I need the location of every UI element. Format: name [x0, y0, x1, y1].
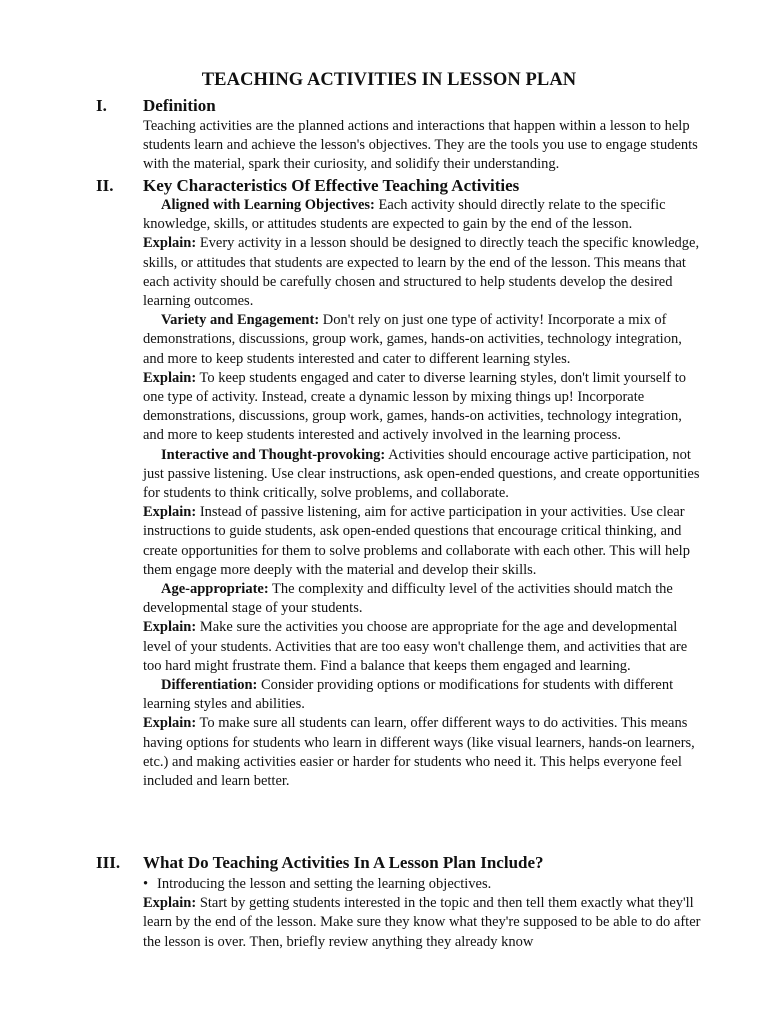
explain-label: Explain:: [143, 715, 197, 732]
include-text: Introducing the lesson and setting the learning objectives.: [157, 876, 492, 892]
explain-text: Every activity in a lesson should be designed to directly teach the specific knowledge, skills, or attitudes that students are expected to learn by the end of the lesson. This means that each activity should be carefully chosen and structured to help students develop the desired learning outcomes.: [143, 235, 700, 310]
characteristic-item: [143, 196, 703, 234]
characteristic-label: Age-appropriate:: [161, 581, 269, 598]
characteristic-item: [143, 676, 703, 714]
explain-paragraph: [143, 234, 703, 311]
section-2-title: Key Characteristics Of Effective Teaching Activities: [143, 176, 520, 195]
explain-text: Make sure the activities you choose are appropriate for the age and developmental level of your students. Activities that are too easy won't challenge them, and activities that are too hard might frustrate them. Find a balance that keeps them engaged and learning.: [143, 619, 688, 674]
characteristic-text: Consider providing options or modifications for students with different learning styles and abilities.: [143, 677, 674, 713]
characteristic-label: Differentiation:: [161, 677, 258, 694]
bullet-dot-icon: •: [143, 876, 149, 892]
characteristic-item: [143, 311, 703, 369]
explain-label: Explain:: [143, 895, 197, 912]
explain-label: Explain:: [143, 369, 197, 386]
section-1-number: I.: [96, 96, 107, 115]
characteristic-item: [143, 580, 703, 618]
section-1-title: Definition: [143, 96, 216, 115]
explain-label: Explain:: [143, 235, 197, 252]
characteristic-label: Variety and Engagement:: [161, 312, 320, 329]
characteristic-text: Activities should encourage active participation, not just passive listening. Use clear instructions, ask open-ended questions, and create opportunities for students to think critically, solve problems, and collaborate.: [143, 446, 700, 502]
characteristic-text: Don't rely on just one type of activity! Incorporate a mix of demonstrations, discussions, group work, games, hands-on activities, technology integration, and more to keep students interested and cater to different learning styles.: [143, 312, 682, 367]
explain-paragraph: [143, 369, 703, 446]
section-2-body: [143, 196, 703, 791]
section-2-number: II.: [96, 176, 114, 195]
characteristic-text: The complexity and difficulty level of the activities should match the developmental stage of your students.: [143, 581, 673, 617]
explain-text: Start by getting students interested in the topic and then tell them exactly what they'll learn by the end of the lesson. Make sure they know what they're supposed to be able to do after the lesson is over. Then, briefly review anything they already know: [143, 895, 701, 950]
explain-paragraph: [143, 618, 703, 676]
explain-text: To make sure all students can learn, offer different ways to do activities. This means having options for students who learn in different ways (like visual learners, hands-on learners, etc.) and making activities easier or harder for students who need it. This helps everyone feel included and learn better.: [143, 715, 695, 790]
characteristic-label: Aligned with Learning Objectives:: [161, 197, 375, 213]
document-title: TEACHING ACTIVITIES IN LESSON PLAN: [201, 70, 577, 90]
explain-text: To keep students engaged and cater to diverse learning styles, don't limit yourself to one type of activity. Instead, create a dynamic lesson by mixing things up! Incorporate demonstrations, discussions, group work, games, hands-on activities, technology integration, and more to keep students interested and actively involved in the learning process.: [143, 369, 686, 444]
explain-paragraph: [143, 894, 703, 952]
explain-paragraph: [143, 714, 703, 791]
section-3-number: III.: [96, 853, 121, 872]
definition-paragraph: Teaching activities are the planned actions and interactions that happen within a lesson to help students learn and achieve the lesson's objectives. They are the tools you use to engage students with the material, spark their curiosity, and solidify their understanding.: [143, 118, 698, 173]
characteristic-label: Interactive and Thought-provoking:: [161, 446, 386, 463]
characteristic-item: [143, 446, 703, 504]
explain-label: Explain:: [143, 504, 197, 521]
section-3-body: [143, 875, 703, 952]
explain-text: Instead of passive listening, aim for active participation in your activities. Use clear instructions to guide students, ask open-ended questions that encourage critical thinking, and create opportunities for them to solve problems and collaborate with each other. This will help them engage more deeply with the material and develop their skills.: [143, 504, 690, 578]
characteristic-text: Each activity should directly relate to the specific knowledge, skills, or attitudes students are expected to gain by the end of the lesson.: [143, 197, 666, 233]
explain-paragraph: [143, 503, 703, 580]
section-3-title: What Do Teaching Activities In A Lesson Plan Include?: [143, 853, 544, 872]
include-item: [143, 875, 703, 894]
section-1-body: [143, 117, 703, 175]
explain-label: Explain:: [143, 619, 197, 636]
